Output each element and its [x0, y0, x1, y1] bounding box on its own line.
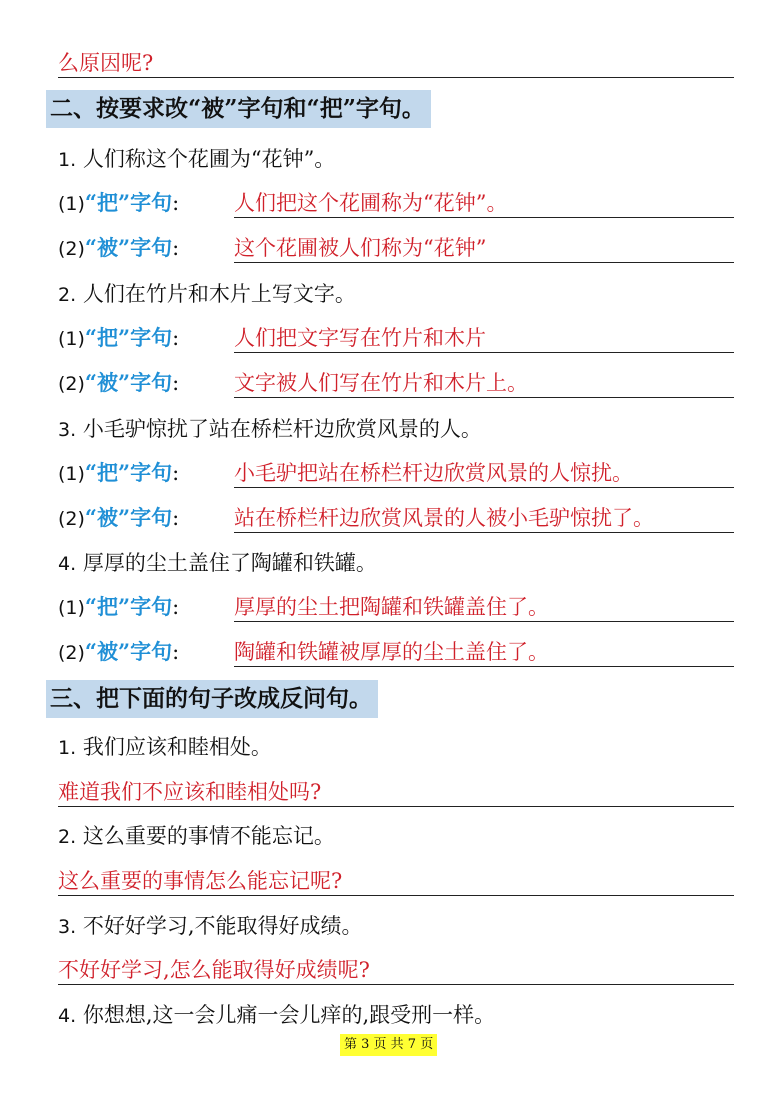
s3-item1-number: 1.: [58, 737, 77, 759]
s2-item3-number: 3.: [58, 419, 77, 441]
s2-item2-sentence: 人们在竹片和木片上写文字。: [82, 282, 356, 306]
s2-item3-bei-label: “被”字句: [84, 505, 173, 530]
s2-item3-bei-prefix: (2): [58, 508, 85, 530]
s2-item2-bei-prefix: (2): [58, 373, 85, 395]
s3-item2-answer-line: [58, 866, 734, 896]
s2-item4-ba-answer: 厚厚的尘土把陶罐和铁罐盖住了。: [234, 595, 549, 619]
s2-item1-bei-line: [58, 233, 734, 263]
s2-item1-bei-colon: :: [172, 236, 180, 260]
s2-item3-sentence: 小毛驴惊扰了站在桥栏杆边欣赏风景的人。: [82, 417, 482, 441]
s3-item4-number: 4.: [58, 1005, 77, 1027]
s2-item1-ba-line: [58, 188, 734, 218]
s2-item2-ba-colon: :: [172, 326, 180, 350]
s2-item2-bei-line: [58, 368, 734, 398]
top-answer-text: 么原因呢?: [58, 51, 154, 75]
s3-item3-sentence: 不好好学习,不能取得好成绩。: [82, 914, 363, 938]
s2-item3-ba-prefix: (1): [58, 463, 85, 485]
s3-item2-answer: 这么重要的事情怎么能忘记呢?: [58, 869, 343, 893]
s2-item1-sentence-line: [58, 144, 734, 174]
s3-item1-sentence: 我们应该和睦相处。: [82, 735, 272, 759]
s2-item2-ba-prefix: (1): [58, 328, 85, 350]
s3-item2-sentence: 这么重要的事情不能忘记。: [82, 824, 335, 848]
s2-item1-number: 1.: [58, 149, 77, 171]
s2-item2-bei-answer: 文字被人们写在竹片和木片上。: [234, 371, 528, 395]
s3-item2-number: 2.: [58, 826, 77, 848]
s2-item1-ba-answer: 人们把这个花圃称为“花钟”。: [234, 191, 508, 215]
top-answer-line: [58, 48, 734, 78]
s2-item3-bei-answer: 站在桥栏杆边欣赏风景的人被小毛驴惊扰了。: [234, 506, 654, 530]
s2-item2-bei-answer-blank: [234, 368, 734, 398]
s3-item4-sentence-line: [58, 1000, 734, 1030]
section3-heading: 三、把下面的句子改成反问句。: [46, 680, 378, 718]
s2-item2-number: 2.: [58, 284, 77, 306]
s2-item3-sentence-line: [58, 414, 734, 444]
s2-item4-ba-label: “把”字句: [84, 594, 173, 619]
s3-item3-number: 3.: [58, 916, 77, 938]
s2-item4-ba-answer-blank: [234, 592, 734, 622]
s2-item3-bei-line: [58, 503, 734, 533]
s2-item2-ba-line: [58, 323, 734, 353]
s2-item4-bei-prefix: (2): [58, 642, 85, 664]
s2-item1-bei-answer: 这个花圃被人们称为“花钟”: [234, 236, 487, 260]
s2-item2-ba-label: “把”字句: [84, 325, 173, 350]
s2-item3-bei-colon: :: [172, 506, 180, 530]
s3-item1-sentence-line: [58, 732, 734, 762]
s2-item4-bei-label: “被”字句: [84, 639, 173, 664]
s2-item1-ba-answer-blank: [234, 188, 734, 218]
s2-item4-bei-answer: 陶罐和铁罐被厚厚的尘土盖住了。: [234, 640, 549, 664]
s2-item2-bei-label: “被”字句: [84, 370, 173, 395]
s2-item4-sentence-line: [58, 548, 734, 578]
s3-item4-sentence: 你想想,这一会儿痛一会儿痒的,跟受刑一样。: [82, 1003, 496, 1027]
s3-item3-answer: 不好好学习,怎么能取得好成绩呢?: [58, 958, 370, 982]
s2-item3-ba-label: “把”字句: [84, 460, 173, 485]
s3-item2-sentence-line: [58, 821, 734, 851]
s2-item4-bei-line: [58, 637, 734, 667]
s2-item1-ba-colon: :: [172, 191, 180, 215]
s2-item1-bei-label: “被”字句: [84, 235, 173, 260]
s2-item1-sentence: 人们称这个花圃为“花钟”。: [82, 147, 336, 171]
s2-item3-ba-answer: 小毛驴把站在桥栏杆边欣赏风景的人惊扰。: [234, 461, 633, 485]
s2-item4-number: 4.: [58, 553, 77, 575]
s2-item1-ba-prefix: (1): [58, 193, 85, 215]
s2-item2-ba-answer-blank: [234, 323, 734, 353]
s3-item3-answer-line: [58, 955, 734, 985]
s2-item4-sentence: 厚厚的尘土盖住了陶罐和铁罐。: [82, 551, 377, 575]
s2-item3-ba-colon: :: [172, 461, 180, 485]
s2-item4-bei-answer-blank: [234, 637, 734, 667]
s2-item3-bei-answer-blank: [234, 503, 734, 533]
s2-item2-sentence-line: [58, 279, 734, 309]
s2-item1-bei-prefix: (2): [58, 238, 85, 260]
page-number-footer: 第 3 页 共 7 页: [340, 1034, 437, 1056]
s2-item2-bei-colon: :: [172, 371, 180, 395]
section2-heading: 二、按要求改“被”字句和“把”字句。: [46, 90, 431, 128]
s2-item3-ba-answer-blank: [234, 458, 734, 488]
s3-item1-answer: 难道我们不应该和睦相处吗?: [58, 780, 322, 804]
s2-item3-ba-line: [58, 458, 734, 488]
s2-item1-ba-label: “把”字句: [84, 190, 173, 215]
s2-item4-ba-colon: :: [172, 595, 180, 619]
s2-item4-ba-line: [58, 592, 734, 622]
s2-item1-bei-answer-blank: [234, 233, 734, 263]
s2-item4-bei-colon: :: [172, 640, 180, 664]
s3-item3-sentence-line: [58, 911, 734, 941]
s2-item4-ba-prefix: (1): [58, 597, 85, 619]
s3-item1-answer-line: [58, 777, 734, 807]
s2-item2-ba-answer: 人们把文字写在竹片和木片: [234, 326, 486, 350]
